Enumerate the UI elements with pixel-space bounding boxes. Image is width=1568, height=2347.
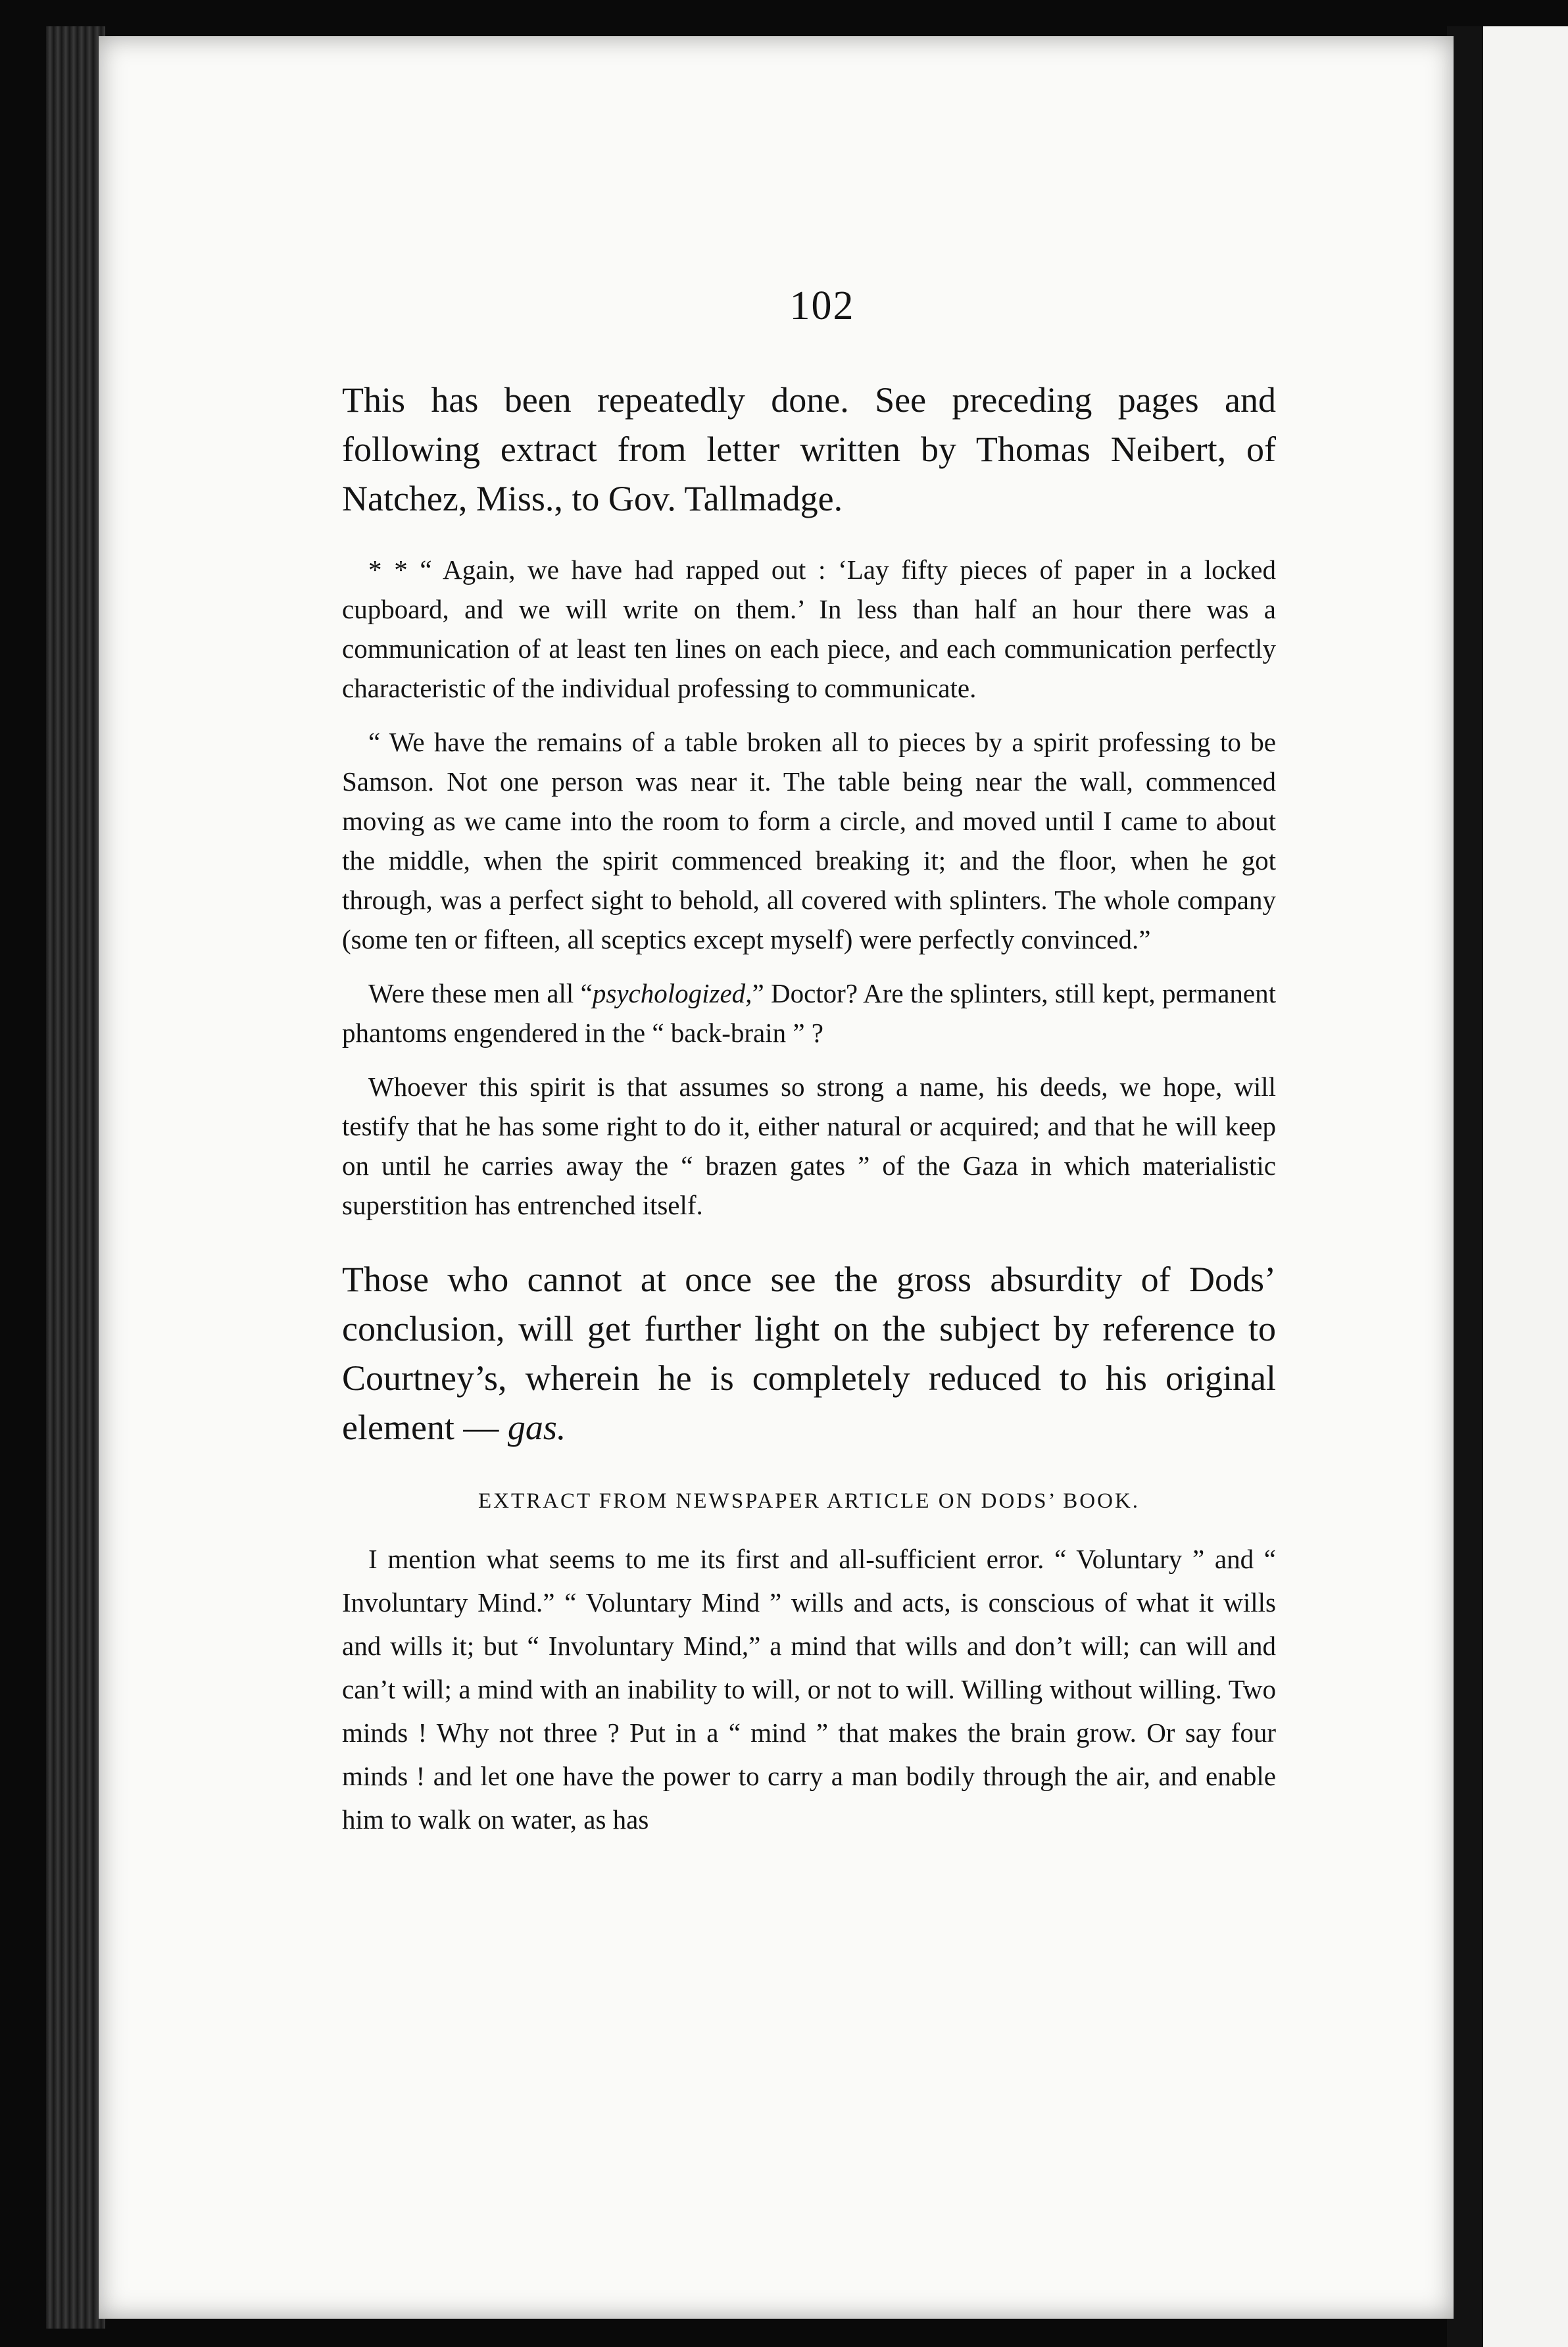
conclusion-italic-word: gas. xyxy=(507,1408,566,1447)
book-binding-edge xyxy=(46,26,105,2329)
question-paragraph xyxy=(342,974,1276,1052)
spirit-paragraph: Whoever this spirit is that assumes so strong a name, his deeds, we hope, will testify that he has some right to do it, either natural or acquired; and that he will keep on until he carries away the “ brazen gates ” of the Gaza in which materialistic superstition has entrenched itself. xyxy=(342,1072,1276,1220)
page-number: 102 xyxy=(789,284,855,328)
question-text-before: Were these men all “ xyxy=(368,978,593,1008)
conclusion-paragraph xyxy=(342,1255,1276,1452)
conclusion-text: Those who cannot at once see the gross absurdity of Dods’ conclusion, will get further light on the subject by reference to Courtney’s, wherein he is completely reduced to his original element — xyxy=(342,1260,1276,1447)
section-heading: EXTRACT FROM NEWSPAPER ARTICLE ON DODS’ BOOK. xyxy=(478,1489,1140,1513)
quote-paragraph-2: “ We have the remains of a table broken all to pieces by a spirit professing to be Samson. Not one person was near it. The table being near the wall, commenced moving as we came into the room to form a circle, and moved until I came to about the middle, when the spirit commenced breaking it; and the floor, when he got through, was a perfect sight to behold, all covered with splinters. The whole company (some ten or fifteen, all sceptics except myself) were perfectly convinced.” xyxy=(342,727,1276,954)
page-content xyxy=(342,283,1276,1841)
intro-paragraph: This has been repeatedly done. See preceding pages and following extract from letter written by Thomas Neibert, of Natchez, Miss., to Gov. Tallmadge. xyxy=(342,380,1276,518)
question-text-after: ” Doctor? Are the splinters, still kept, permanent phantoms engendered in the “ back-brain ” ? xyxy=(342,978,1276,1048)
quote-paragraph-1: * * “ Again, we have had rapped out : ‘Lay fifty pieces of paper in a locked cupboard, and we will write on them.’ In less than half an hour there was a communication of at least ten lines on each piece, and each communication perfectly characteristic of the individual professing to communicate. xyxy=(342,555,1276,703)
question-italic-word: psychologized, xyxy=(592,978,752,1008)
extract-paragraph: I mention what seems to me its first and all-sufficient error. “ Voluntary ” and “ Involuntary Mind.” “ Voluntary Mind ” wills and acts, is conscious of what it wills and wills it; but “ Involuntary Mind,” a mind that wills and don’t will; can will and can’t will; a mind with an inability to will, or not to will. Willing without willing. Two minds ! Why not three ? Put in a “ mind ” that makes the brain grow. Or say four minds ! and let one have the power to carry a man bodily through the air, and enable him to walk on water, as has xyxy=(342,1544,1276,1835)
facing-page-edge xyxy=(1483,26,1568,2347)
